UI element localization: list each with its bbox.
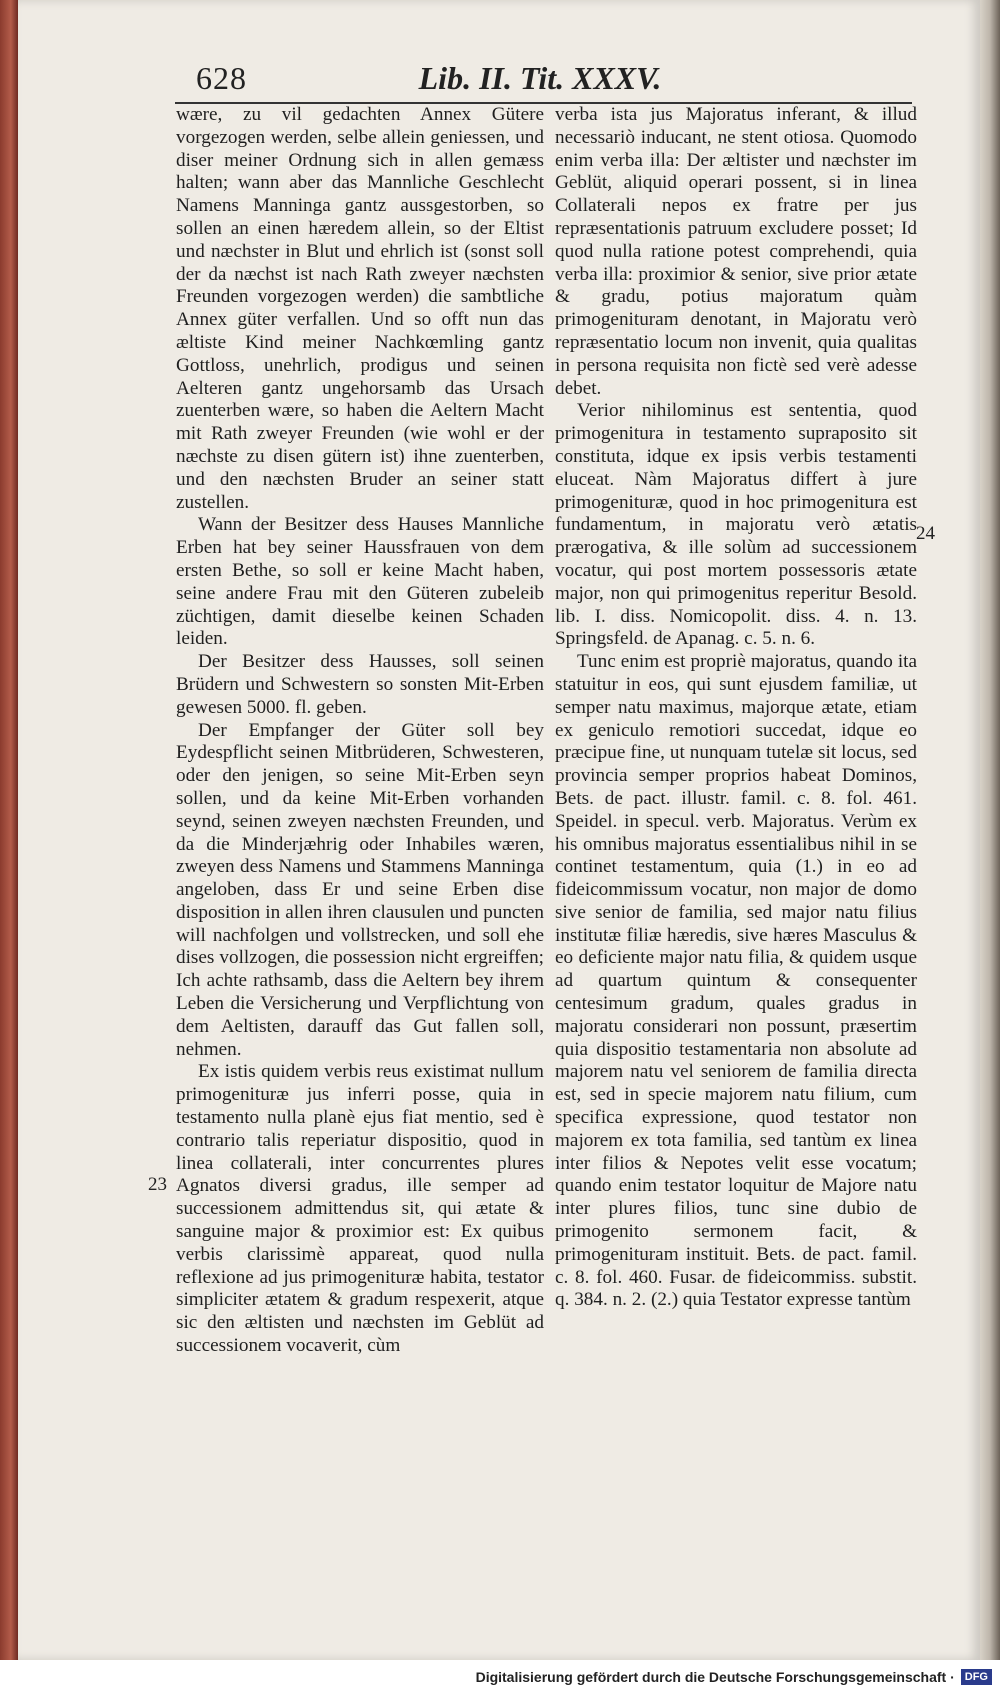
paragraph: Der Empfanger der Güter soll bey Eydespflicht seinen Mitbrüderen, Schwesteren, oder den jenigen, so seine Mit-Erben seyn sollen, und da keine Mit-Erben vorhanden seynd, seinen zweyen næchsten Freunden, und da die Minderjæhrig oder Inhabiles wæren, zweyen dess Namens und Stammens Manninga angeloben, dass Er und seine Erben dise disposition in allen ihren clausulen und puncten will nachfolgen und vollstrecken, und soll ehe dises vollzogen, die possession nicht ergreiffen; Ich achte rathsamb, dass die Aeltern bey ihrem Leben die Versicherung und Verpflichtung von dem Aeltisten, darauff das Gut fallen soll, nehmen. (176, 719, 544, 1060)
running-title: Lib. II. Tit. XXXV. (418, 60, 662, 96)
left-column (176, 104, 544, 1358)
margin-number: 23 (148, 1174, 167, 1195)
right-column (555, 104, 917, 1312)
footer-credit: Digitalisierung gefördert durch die Deutsche Forschungsgemeinschaft · (475, 1669, 955, 1685)
paragraph: Der Besitzer dess Hausses, soll seinen Brüdern und Schwestern so sonsten Mit-Erben gewesen 5000. fl. geben. (176, 651, 544, 718)
paragraph: Ex istis quidem verbis reus existimat nullum primogenituræ jus inferri posse, quia in testamento nulla planè ejus fiat mentio, sed è contrario talis reperiatur dispositio, quod in linea collaterali, inter concurrentes plures Agnatos diversi gradus, ille semper ad successionem admittendus sit, qui ætate & sanguine major & proximior est: Ex quibus verbis clarissimè appareat, quod nulla reflexione ad jus primogenituræ habita, testator simpliciter ætatem & gradum respexerit, atque sic den æltisten und næchsten im Geblüt ad successionem vocaverit, cùm (176, 1061, 544, 1357)
margin-number: 24 (916, 523, 935, 544)
page-header (160, 60, 920, 100)
page-number: 628 (196, 60, 247, 96)
paragraph: Tunc enim est propriè majoratus, quando ita statuitur in eos, qui sunt ejusdem familiæ, ut semper natu maximus, majorque ætate, etiam ex geniculo remotiori succedat, idque eo præcipue fine, ut nunquam tutelæ sit locus, sed provincia semper proprios habeat Dominos, Bets. de pact. illustr. famil. c. 8. fol. 461. Speidel. in specul. verb. Majoratus. Verùm ex his omnibus majoratus essentialibus nihil in se continet testamentum, quia (1.) in eo ad fideicommissum vocatur, non major de domo sive senior de familia, sed major natu filius institutæ filiæ hæredis, sive hæres Masculus & eo deficiente major natu filia, & quidem usque ad quartum quintum & consequenter centesimum gradum, quales gradus in majoratu considerari non possunt, præsertim quia dispositio testamentaria non absolute ad majorem natu vel seniorem de familia directa est, sed in specie majorem natu filium, cum specifica expressione, quod testator non majorem ex tota familia, sed tantùm ex linea inter filios & Nepotes velit esse vocatum; quando enim testator loquitur de Majore natu inter plures filios, tunc sine dubio de primogenito sermonem facit, & primogenituram instituit. Bets. de pact. famil. c. 8. fol. 460. Fusar. de fideicommiss. substit. q. 384. n. 2. (2.) quia Testator expresse tantùm (555, 651, 917, 1311)
page-edge (980, 0, 1000, 1660)
paragraph: verba ista jus Majoratus inferant, & illud necessariò inducant, ne stent otiosa. Quomodo enim verba illa: Der æltister und næchster im Geblüt, aliquid operari possent, si in linea Collaterali nepos ex fratre per jus repræsentationis patruum excludere posset; Id quod nulla ratione potest comprehendi, quia verba illa: proximior & senior, sive prior ætate & gradu, potius majoratum quàm primogenituram denotant, in Majoratu verò repræsentatio locum non invenit, quia qualitas in persona requisita non fictè sed verè adesse debet. (555, 104, 917, 399)
footer-bar (0, 1660, 1000, 1694)
paragraph: Wann der Besitzer dess Hauses Mannliche Erben hat bey seiner Haussfrauen von dem ersten Bethe, so soll er keine Macht haben, seine andere Frau mit den Güteren zubeleib züchtigen, damit dieselbe keinen Schaden leiden. (176, 514, 544, 650)
paragraph: Verior nihilominus est sententia, quod primogenitura in testamento suprapositо sit constituta, idque ex ipsis verbis testamenti eluceat. Nàm Majoratus differt à jure primogenituræ, quod in hoc primogenitura est fundamentum, in majoratu verò ætatis prærogativa, & ille solùm ad successionem vocatur, qui post mortem possessoris ætate major, non qui primogenitus reperitur Besold. lib. I. diss. Nomicopolit. diss. 4. n. 13. Springsfeld. de Apanag. c. 5. n. 6. (555, 400, 917, 650)
dfg-logo: DFG (961, 1669, 992, 1685)
book-spine (0, 0, 18, 1660)
paragraph: wære, zu vil gedachten Annex Gütere vorgezogen werden, selbe allein geniessen, und diser meiner Ordnung sich in allen gemæss halten; wann aber das Mannliche Geschlecht Namens Manninga gantz aussgestorben, so sollen an einen hæredem allein, so der Eltist und næchster in Blut und ehrlich ist (sonst soll der da næchst ist nach Rath zweyer næchsten Freunden vorgezogen werden) die sambtliche Annex güter verfallen. Und so offt nun das æltiste Kind meiner Nachkœmling gantz Gottloss, unehrlich, prodigus und seinen Aelteren gantz ungehorsamb das Ursach zuenterben wære, so haben die Aeltern Macht mit Rath zweyer Freunden (wie wohl er der næchste zu disen gütern ist) ihne zuenterben, und den næchsten Bruder an seiner statt zustellen. (176, 104, 544, 513)
